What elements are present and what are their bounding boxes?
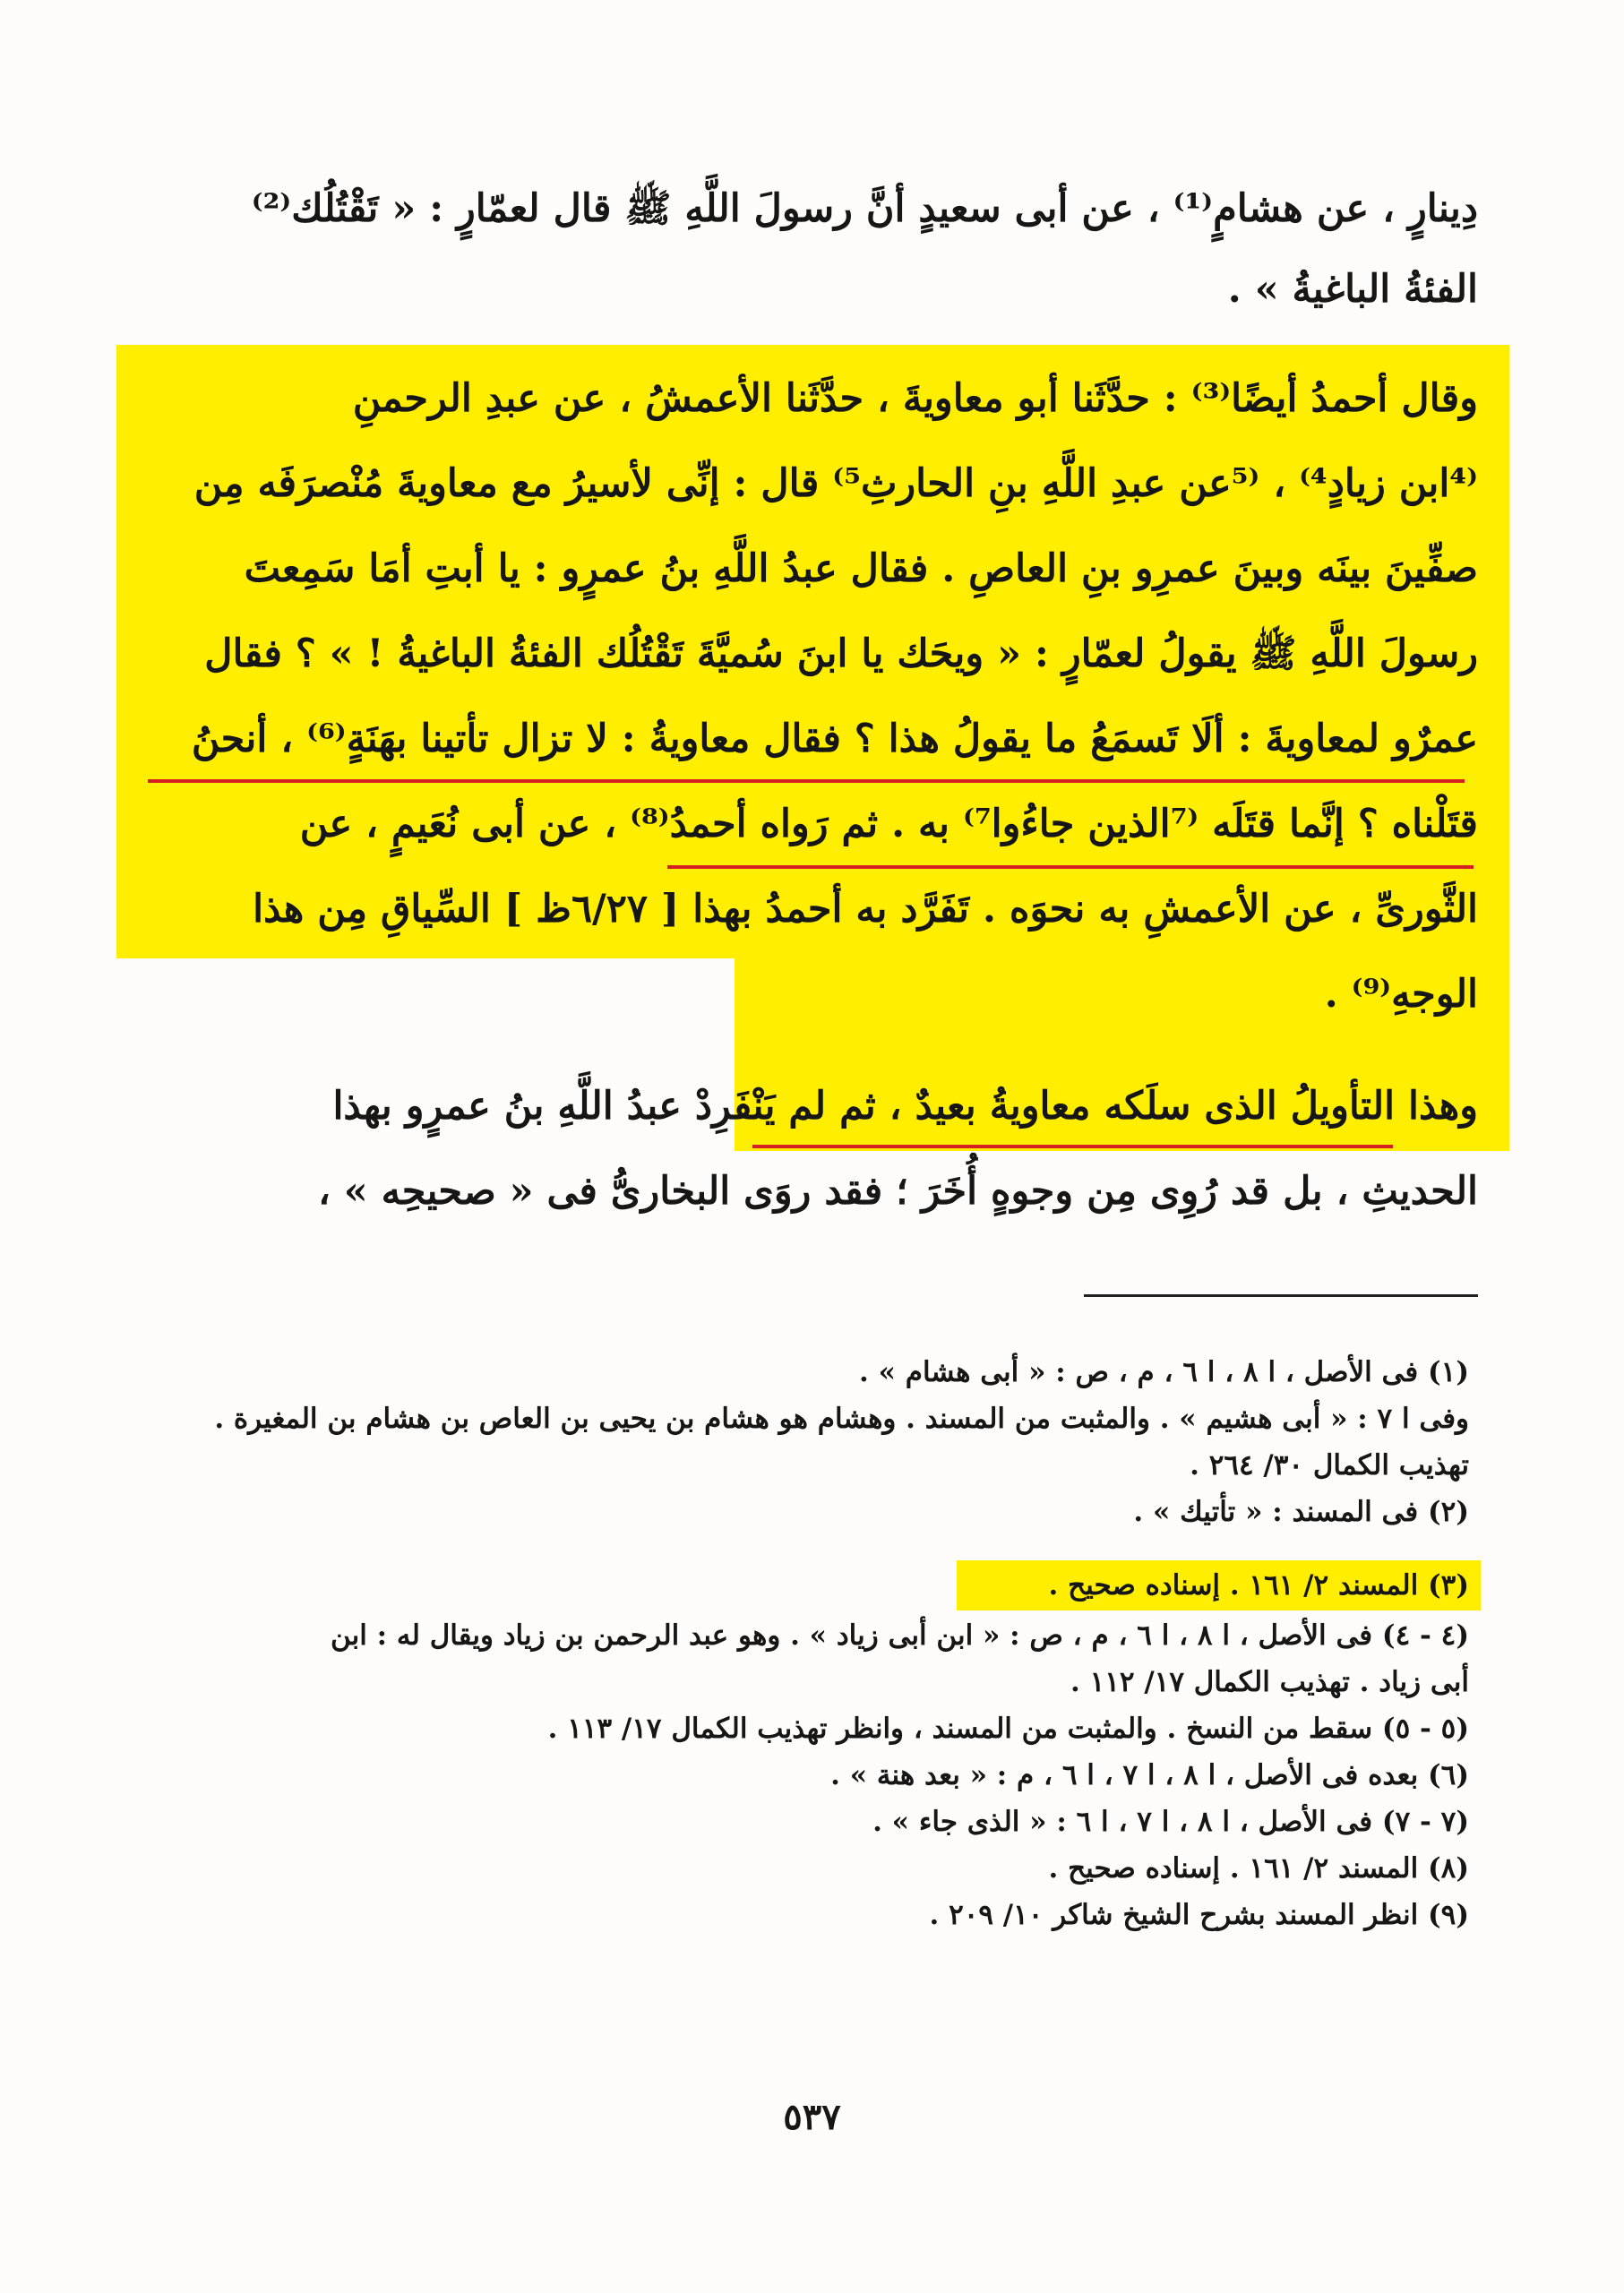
footnote-1-cont: وفى ا ٧ : « أبى هشيم » . والمثبت من المسند . وهشام هو هشام بن يحيى بن العاص بن هشام بن المغيرة . (214, 1403, 1469, 1435)
footnote-9: (٩) انظر المسند بشرح الشيخ شاكر ١٠/ ٢٠٩ . (929, 1899, 1469, 1931)
text-line-5: صفِّينَ بينَه وبينَ عمرِو بنِ العاصِ . فقال عبدُ اللَّهِ بنُ عمرٍو : يا أبتِ أمَا سَمِعتَ (244, 546, 1478, 591)
red-underline-2 (667, 865, 1474, 869)
footnote-7: (٧ - ٧) فى الأصل ، ا ٨ ، ا ٧ ، ا ٦ : « الذى جاء » . (872, 1806, 1469, 1838)
footnote-1-ref: تهذيب الكمال ٣٠/ ٢٦٤ . (1190, 1449, 1469, 1481)
text-line-3: وقال أحمدُ أيضًا⁽³⁾ : حدَّثَنا أبو معاويةَ ، حدَّثَنا الأعمشُ ، عن عبدِ الرحمنِ (352, 376, 1478, 421)
footnote-4-cont: أبى زياد . تهذيب الكمال ١٧/ ١١٢ . (1070, 1666, 1469, 1698)
red-underline-3 (752, 1145, 1393, 1148)
text-line-4: ⁽⁴ابن زيادٍ⁴⁾ ، ⁽⁵عن عبدِ اللَّهِ بنِ الحارثِ⁵⁾ قال : إنِّى لأسيرُ مع معاويةَ مُنْصرَفَه مِن (193, 461, 1478, 506)
text-line-7: عمرٌو لمعاويةَ : ألَا تَسمَعُ ما يقولُ هذا ؟ فقال معاويةُ : لا تزال تأتينا بهَنَةٍ⁽⁶⁾ ، أنحنُ (191, 717, 1478, 761)
page-number: ٥٣٧ (783, 2096, 841, 2138)
footnote-2: (٢) فى المسند : « تأتيك » . (1133, 1496, 1469, 1528)
footnote-4: (٤ - ٤) فى الأصل ، ا ٨ ، ا ٦ ، م ، ص : « ابن أبى زياد » . وهو عبد الرحمن بن زياد ويقال له : ابن (330, 1619, 1469, 1652)
text-line-6: رسولَ اللَّهِ ﷺ يقولُ لعمّارٍ : « ويحَك يا ابنَ سُميَّةَ تَقْتُلُك الفئةُ الباغيةُ ! » ؟ فقال (204, 631, 1478, 676)
text-line-2: الفئةُ الباغيةُ » . (1227, 267, 1478, 312)
text-line-9: الثَّورىِّ ، عن الأعمشِ به نحوَه . تَفَرَّد به أحمدُ بهذا [ ٦/٢٧ظ ] السِّياقِ مِن هذا (253, 887, 1478, 932)
text-line-1: دِينارٍ ، عن هشامٍ⁽¹⁾ ، عن أبى سعيدٍ أنَّ رسولَ اللَّهِ ﷺ قال لعمّارٍ : « تَقْتُلُك⁽²⁾ (251, 186, 1478, 231)
footnote-5: (٥ - ٥) سقط من النسخ . والمثبت من المسند ، وانظر تهذيب الكمال ١٧/ ١١٣ . (547, 1713, 1469, 1745)
footnote-8: (٨) المسند ٢/ ١٦١ . إسناده صحيح . (1048, 1852, 1469, 1885)
footnote-6: (٦) بعده فى الأصل ، ا ٨ ، ا ٧ ، ا ٦ ، م : « بعد هنة » . (830, 1759, 1469, 1791)
text-line-10: الوجهِ⁽⁹⁾ . (1324, 972, 1478, 1017)
text-line-8: قتَلْناه ؟ إنَّما قتَلَه ⁽⁷الذين جاءُوا⁷⁾ به . ثم رَواه أحمدُ⁽⁸⁾ ، عن أبى نُعَيمٍ ، عن (299, 802, 1478, 846)
footnote-1: (١) فى الأصل ، ا ٨ ، ا ٦ ، م ، ص : « أبى هشام » . (859, 1356, 1469, 1388)
footnote-divider (1084, 1294, 1478, 1297)
text-line-12: الحديثِ ، بل قد رُوِى مِن وجوهٍ أُخَرَ ؛ فقد روَى البخارىُّ فى « صحيحِه » ، (317, 1169, 1478, 1214)
footnote-3: (٣) المسند ٢/ ١٦١ . إسناده صحيح . (1048, 1569, 1469, 1602)
text-line-11: وهذا التأويلُ الذى سلَكه معاويةُ بعيدٌ ، ثم لم يَنْفَرِدْ عبدُ اللَّهِ بنُ عمرٍو بهذا (332, 1084, 1478, 1129)
red-underline-1 (148, 779, 1465, 783)
